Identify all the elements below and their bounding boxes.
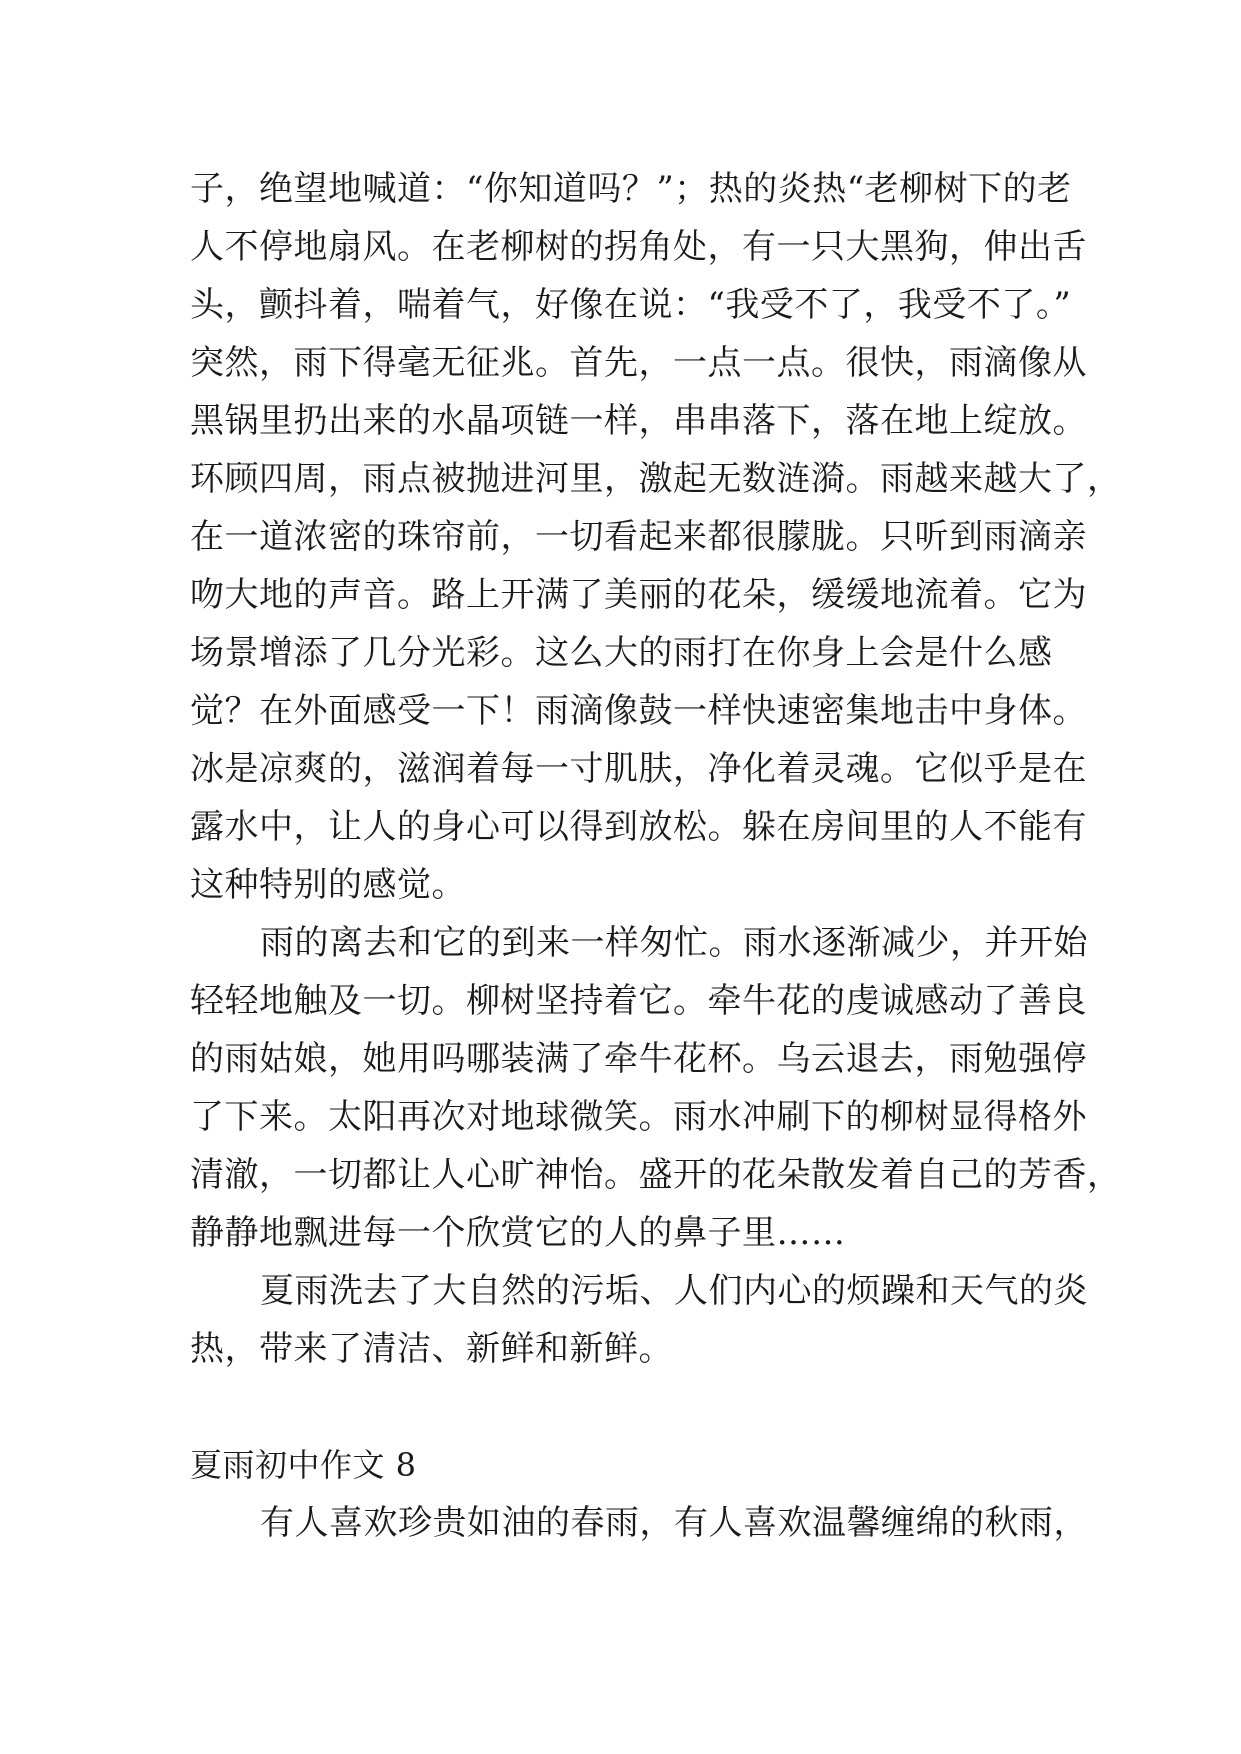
paragraph-4 (190, 1494, 1088, 1552)
text-line: 的雨姑娘，她用吗哪装满了牵牛花杯。乌云退去，雨勉强停 (190, 1039, 1087, 1079)
paragraph-2 (190, 914, 1122, 1262)
text-line: 夏雨洗去了大自然的污垢、人们内心的烦躁和天气的炎 (260, 1271, 1088, 1311)
document-body (190, 160, 1122, 1552)
text-line: 环顾四周，雨点被抛进河里，激起无数涟漪。雨越来越大了， (190, 459, 1122, 499)
text-line: 场景增添了几分光彩。这么大的雨打在你身上会是什么感 (190, 633, 1053, 673)
text-line: 有人喜欢珍贵如油的春雨，有人喜欢温馨缠绵的秋雨， (260, 1503, 1088, 1543)
paragraph-spacer (190, 1378, 1070, 1436)
paragraph-1 (190, 160, 1122, 914)
text-line: 冰是凉爽的，滋润着每一寸肌肤，净化着灵魂。它似乎是在 (190, 749, 1087, 789)
text-line: 轻轻地触及一切。柳树坚持着它。牵牛花的虔诚感动了善良 (190, 981, 1087, 1021)
text-line: 黑锅里扔出来的水晶项链一样，串串落下，落在地上绽放。 (190, 401, 1087, 441)
text-line: 了下来。太阳再次对地球微笑。雨水冲刷下的柳树显得格外 (190, 1097, 1087, 1137)
text-line: 清澈，一切都让人心旷神怡。盛开的花朵散发着自己的芳香， (190, 1155, 1122, 1195)
text-line: 静静地飘进每一个欣赏它的人的鼻子里…… (190, 1213, 846, 1253)
section-title: 夏雨初中作文 8 (190, 1446, 417, 1484)
text-line: 子，绝望地喊道：“你知道吗？”；热的炎热“老柳树下的老 (190, 169, 1072, 209)
text-line: 人不停地扇风。在老柳树的拐角处，有一只大黑狗，伸出舌 (190, 227, 1087, 267)
text-line: 热，带来了清洁、新鲜和新鲜。 (190, 1329, 673, 1369)
text-line: 突然，雨下得毫无征兆。首先，一点一点。很快，雨滴像从 (190, 343, 1087, 383)
text-line: 雨的离去和它的到来一样匆忙。雨水逐渐减少，并开始 (260, 923, 1088, 963)
paragraph-3 (190, 1262, 1088, 1378)
text-line: 头，颤抖着，喘着气，好像在说：“我受不了，我受不了。” (190, 285, 1072, 325)
text-line: 这种特别的感觉。 (190, 865, 466, 905)
text-line: 觉？在外面感受一下！雨滴像鼓一样快速密集地击中身体。 (190, 691, 1087, 731)
text-line: 在一道浓密的珠帘前，一切看起来都很朦胧。只听到雨滴亲 (190, 517, 1087, 557)
text-line: 吻大地的声音。路上开满了美丽的花朵，缓缓地流着。它为 (190, 575, 1087, 615)
text-line: 露水中，让人的身心可以得到放松。躲在房间里的人不能有 (190, 807, 1087, 847)
